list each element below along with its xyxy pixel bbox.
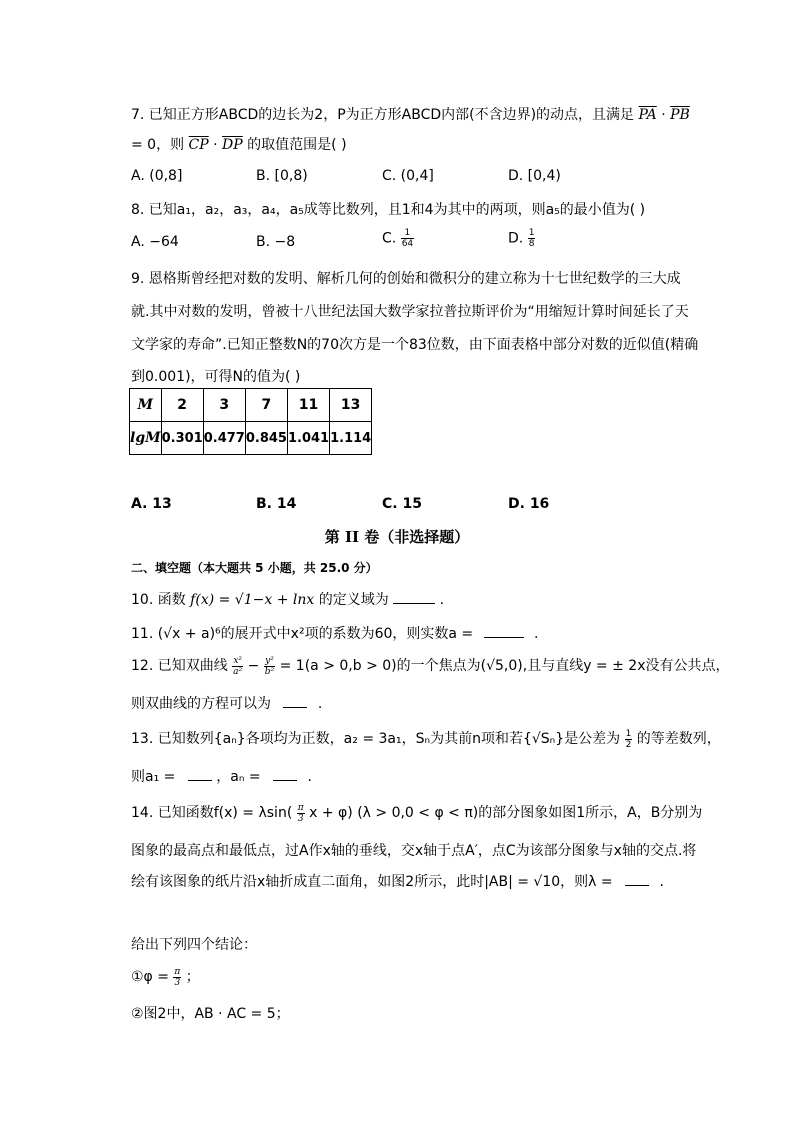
q14-end: . (659, 874, 664, 890)
q8-option-c-label: C. (382, 230, 397, 247)
table-row (130, 422, 372, 455)
q9-line2: 就.其中对数的发明，曾被十八世纪法国大数学家拉普拉斯评价为“用缩短计算时间延长了天 (131, 304, 689, 320)
table-cell: 1.041 (287, 422, 329, 455)
conclusion-2: ②图2中，AB · AC = 5； (131, 1006, 290, 1022)
q12-end: . (317, 696, 323, 712)
q7-dot: · (661, 107, 666, 123)
q13-end: . (307, 769, 312, 785)
q8-option-d-fraction: $\frac{1}{8}$ (528, 228, 535, 249)
q11-end: . (534, 626, 539, 642)
q8-option-a[interactable]: A. −64 (131, 234, 179, 250)
table-cell: 1.114 (330, 422, 372, 455)
fill-section-heading: 二、填空题（本大题共 5 小题，共 25.0 分） (131, 561, 378, 575)
q12-fraction-x: $\frac{\text{x²}}{\text{a²}}$ (233, 655, 243, 677)
q11 (131, 623, 539, 643)
q14-suffix: x + φ) (λ > 0,0 < φ < π)的部分图象如图1所示，A，B分别为 (309, 805, 703, 821)
q12-line2 (131, 693, 322, 713)
q13-a1-label: 则a₁ = (131, 769, 176, 785)
q9-option-a[interactable]: A. 13 (131, 496, 172, 512)
table-cell: 13 (330, 389, 372, 422)
table-cell: 7 (245, 389, 287, 422)
q11-answer-blank[interactable] (484, 625, 524, 638)
q8-option-b[interactable]: B. −8 (256, 234, 296, 250)
part2-title: 第 II 卷（非选择题） (324, 528, 470, 546)
q9-option-b[interactable]: B. 14 (256, 496, 297, 512)
conclusion-1-end: ； (185, 969, 200, 985)
q10-end: . (439, 592, 445, 608)
q8-option-c[interactable] (382, 228, 414, 249)
q14-line3 (131, 871, 664, 891)
q7-text-a: 7. 已知正方形ABCD的边长为2，P为正方形ABCD内部(不含边界)的动点，且满足 (131, 107, 635, 123)
q7-text-b: = 0，则 (131, 137, 185, 153)
conclusions-intro: 给出下列四个结论： (131, 937, 257, 953)
table-cell: 3 (203, 389, 245, 422)
q9-line4: 到0.001)，可得N的值为( ) (131, 369, 301, 385)
q7-vector-pb: $\overline{PB}$ (670, 107, 690, 123)
q7-text-c: 的取值范围是( ) (247, 137, 347, 153)
table-cell: lgM (130, 422, 162, 455)
q7-line1 (131, 104, 690, 124)
q10-function: f(x) = √1−x + lnx (190, 592, 315, 608)
q8-option-d-label: D. (508, 230, 524, 247)
q7-option-d[interactable]: D. [0,4) (508, 168, 561, 184)
q12-suffix: = 1(a > 0,b > 0)的一个焦点为(√5,0),且与直线y = ± 2x没有公共点， (279, 658, 730, 674)
conclusion-1 (131, 966, 200, 988)
q9-option-c[interactable]: C. 15 (382, 496, 422, 512)
q13-line1 (131, 728, 721, 750)
q7-option-a[interactable]: A. (0,8] (131, 168, 183, 184)
conclusion-1-fraction: $\frac{\pi}{3}$ (174, 966, 181, 988)
q13-suffix: 的等差数列， (636, 731, 721, 747)
q9-line3: 文学家的寿命”.已知正整数N的70次方是一个83位数，由下面表格中部分对数的近似值(精确 (131, 337, 699, 353)
q13-fraction: $\frac{1}{2}$ (625, 728, 632, 750)
q7-option-c[interactable]: C. (0,4] (382, 168, 434, 184)
q14-answer-blank[interactable] (625, 873, 649, 886)
q8-option-c-fraction: $\frac{1}{64}$ (401, 228, 414, 249)
q12-prefix: 12. 已知双曲线 (131, 658, 228, 674)
q10-prefix: 10. 函数 (131, 592, 186, 608)
q12-minus: − (247, 658, 260, 674)
q7-line2 (131, 134, 347, 154)
q14-line1 (131, 802, 702, 824)
q8-option-d[interactable] (508, 228, 535, 249)
table-cell: 2 (161, 389, 203, 422)
q7-vector-cp: $\overline{CP}$ (188, 137, 209, 153)
table-cell: M (130, 389, 162, 422)
q9-line1: 9. 恩格斯曾经把对数的发明、解析几何的创始和微积分的建立称为十七世纪数学的三大成 (131, 271, 681, 287)
table-row (130, 389, 372, 422)
q10-suffix: 的定义域为 (318, 592, 389, 608)
q7-dot2: · (213, 137, 218, 153)
q13-a1-blank[interactable] (188, 768, 212, 781)
q12-fraction-y: $\frac{\text{y²}}{\text{b²}}$ (264, 655, 275, 677)
table-cell: 0.301 (161, 422, 203, 455)
q12-line1 (131, 655, 729, 677)
q11-stem: 11. (√x + a)⁶的展开式中x²项的系数为60，则实数a = (131, 626, 474, 642)
q14-line2: 图象的最高点和最低点，过A作x轴的垂线，交x轴于点A′，点C为该部分图象与x轴的交点.将 (131, 843, 697, 859)
q13-prefix: 13. 已知数列{aₙ}各项均为正数，a₂ = 3a₁，Sₙ为其前n项和若{√Sₙ}是公差为 (131, 731, 621, 747)
conclusion-1-text: ①φ = (131, 969, 169, 985)
q14-fraction: $\frac{\pi}{3}$ (297, 802, 304, 824)
table-cell: 11 (287, 389, 329, 422)
q13-line2 (131, 766, 312, 786)
q13-an-blank[interactable] (273, 768, 297, 781)
q8-stem: 8. 已知a₁，a₂，a₃，a₄，a₅成等比数列，且1和4为其中的两项，则a₅的最小值为( ) (131, 202, 646, 218)
table-cell: 0.845 (245, 422, 287, 455)
q12-line2-text: 则双曲线的方程可以为 (131, 696, 271, 712)
q10-answer-blank[interactable] (393, 591, 435, 604)
q10 (131, 589, 444, 609)
table-cell: 0.477 (203, 422, 245, 455)
q7-option-b[interactable]: B. [0,8) (256, 168, 308, 184)
q7-vector-dp: $\overline{DP}$ (222, 137, 243, 153)
q14-line3-text: 绘有该图象的纸片沿x轴折成直二面角，如图2所示，此时|AB| = √10，则λ = (131, 874, 613, 890)
q13-an-label: ，aₙ = (216, 769, 261, 785)
q9-option-d[interactable]: D. 16 (508, 496, 550, 512)
log-table (129, 388, 372, 455)
q14-prefix: 14. 已知函数f(x) = λsin( (131, 805, 293, 821)
q7-vector-pa: $\overline{PA}$ (638, 107, 657, 123)
q12-answer-blank[interactable] (283, 695, 307, 708)
